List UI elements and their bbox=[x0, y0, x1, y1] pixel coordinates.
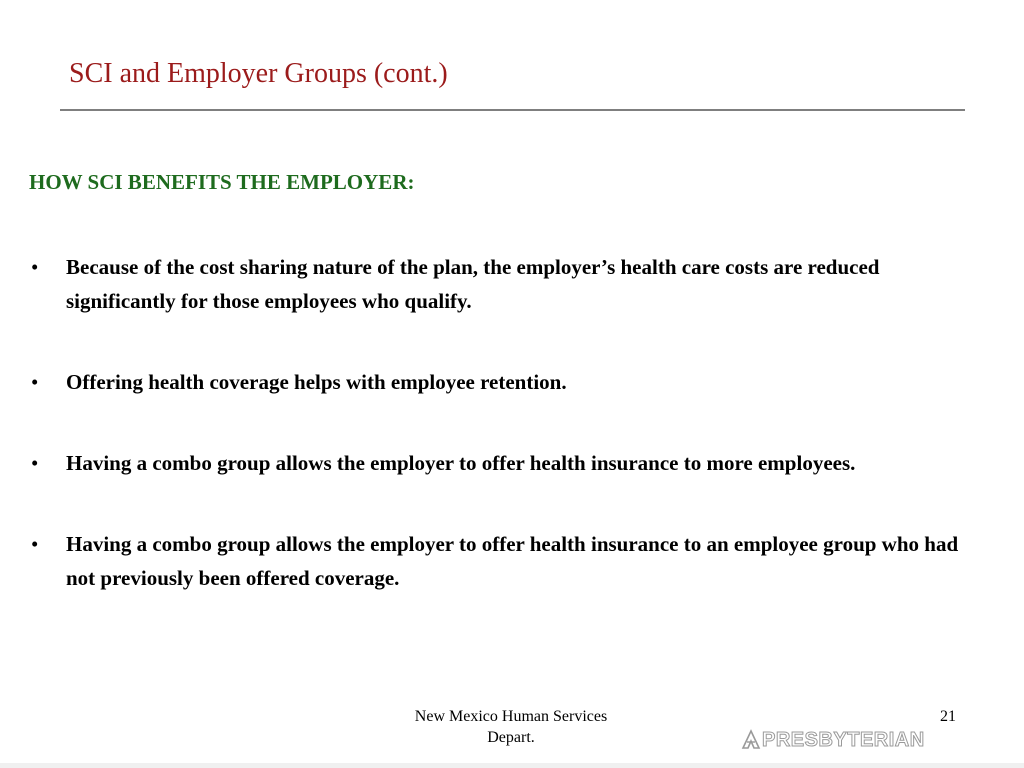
bullet-text: Because of the cost sharing nature of the plan, the employer’s health care costs are reduced significantly for those employees who qualify. bbox=[66, 255, 880, 313]
bullet-icon: • bbox=[31, 370, 39, 394]
footer-organization bbox=[380, 706, 642, 748]
footer-org-line2: Depart. bbox=[487, 729, 535, 746]
bullet-item-more-employees bbox=[29, 446, 969, 480]
bullet-icon: • bbox=[31, 532, 39, 556]
bullet-list bbox=[29, 250, 969, 642]
footer-org-line1: New Mexico Human Services bbox=[414, 708, 608, 725]
section-subheading: HOW SCI BENEFITS THE EMPLOYER: bbox=[29, 170, 415, 194]
slide-title: SCI and Employer Groups (cont.) bbox=[69, 58, 448, 89]
bullet-text: Offering health coverage helps with employee retention. bbox=[66, 370, 567, 394]
bullet-text: Having a combo group allows the employer to offer health insurance to an employee group who had not previously been offered coverage. bbox=[66, 532, 959, 590]
bullet-icon: • bbox=[31, 255, 39, 279]
bottom-band bbox=[0, 763, 1024, 768]
bullet-item-cost-sharing bbox=[29, 250, 969, 318]
presbyterian-logo bbox=[740, 728, 925, 752]
bullet-item-retention bbox=[29, 365, 969, 399]
bullet-item-new-coverage bbox=[29, 527, 969, 595]
title-divider bbox=[60, 109, 965, 111]
presbyterian-logo-icon bbox=[740, 729, 762, 751]
page-number: 21 bbox=[940, 708, 956, 725]
bullet-text: Having a combo group allows the employer to offer health insurance to more employees. bbox=[66, 451, 856, 475]
bullet-icon: • bbox=[31, 451, 39, 475]
logo-wordmark: PRESBYTERIAN bbox=[762, 728, 925, 751]
